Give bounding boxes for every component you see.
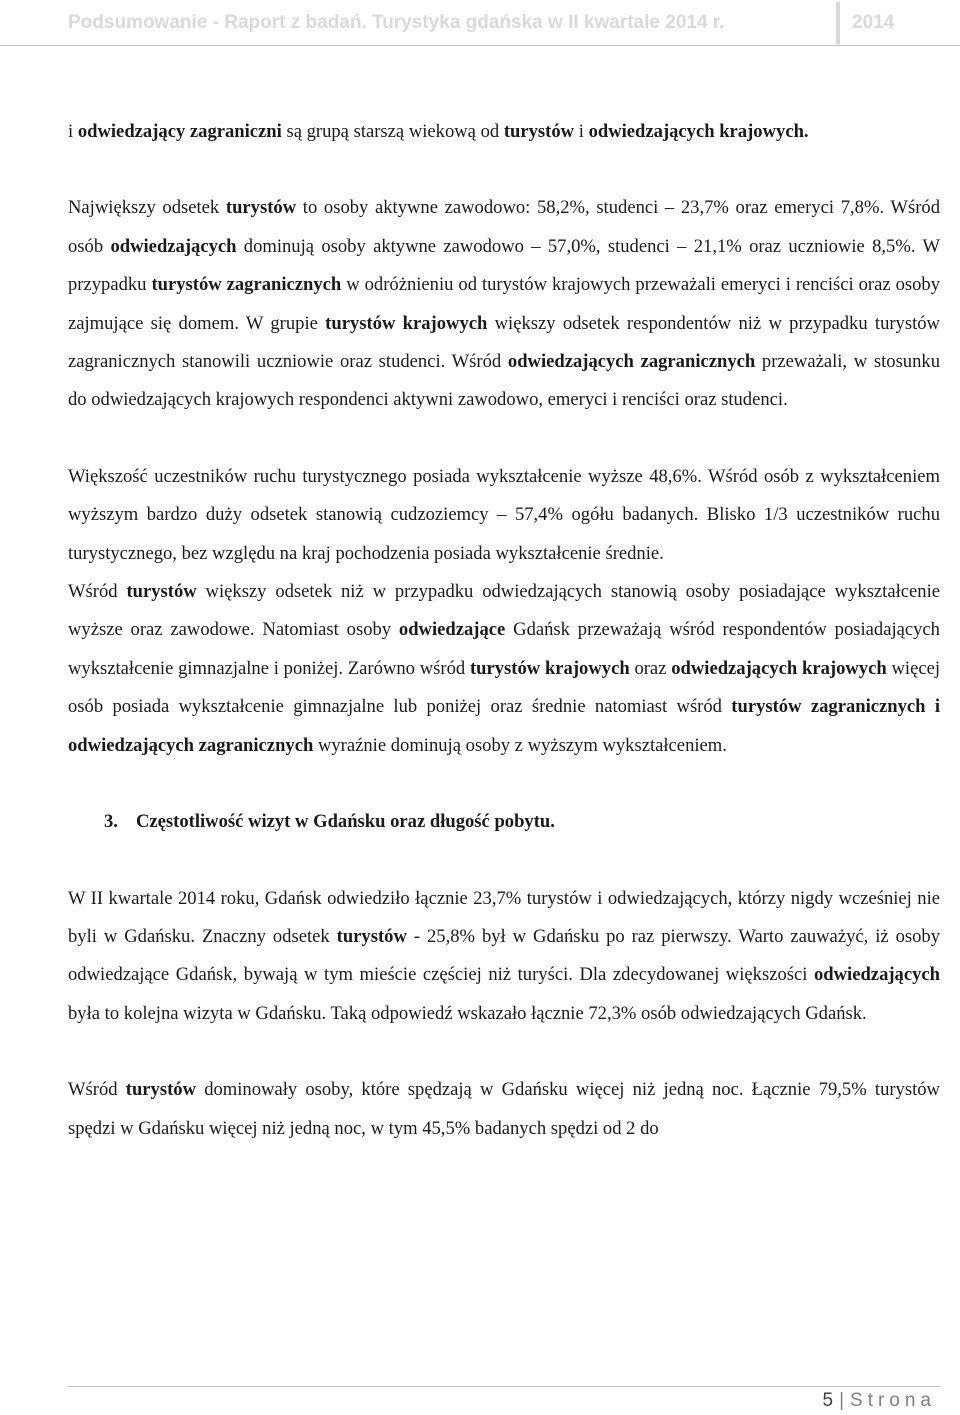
text-run: Wśród (68, 581, 127, 603)
text-run: Większość uczestników ruchu turystycznego posiada wykształcenie wyższe 48,6%. Wśród osób z wykształceniem wyższym bardzo duży odsetek stanowią cudzoziemcy – 57,4% ogółu badanych. Blisko 1/3 uczestników ruchu turystycznego, bez względu na kraj pochodzenia posiada wykształcenie średnie. (68, 465, 940, 564)
text-run: Wśród (68, 1079, 126, 1101)
text-run: większy odsetek respondentów niż w przypadku turystów zagranicznych stanowili uczniowie oraz studenci. Wśród (68, 312, 940, 373)
section-heading (68, 803, 940, 841)
text-run: większy odsetek niż w przypadku odwiedzających stanowią osoby posiadające wykształcenie wyższe oraz zawodowe. Natomiast osoby (68, 581, 940, 641)
document-body (68, 113, 940, 1148)
paragraph-6 (68, 1071, 940, 1148)
section-title: Częstotliwość wizyt w Gdańsku oraz długość pobytu. (136, 811, 555, 833)
section-number: 3. (104, 811, 118, 833)
text-run: przeważali, w stosunku do odwiedzających krajowych respondenci aktywni zawodowo, emeryci i renciści oraz studenci. (68, 351, 940, 411)
header-rule (0, 45, 960, 46)
text-run: - 25,8% był w Gdańsku po raz pierwszy. Warto zauważyć, iż osoby odwiedzające Gdańsk, bywają w tym mieście częściej niż turyści. Dla zdecydowanej większości (68, 925, 940, 986)
bold-text: odwiedzających (813, 964, 940, 986)
paragraph-2 (68, 189, 940, 419)
text-run: była to kolejna wizyta w Gdańsku. Taką odpowiedź wskazało łącznie 72,3% osób odwiedzających Gdańsk. (68, 1002, 867, 1024)
bold-text: turystów (126, 581, 197, 603)
bold-text: odwiedzający zagraniczni (77, 121, 282, 142)
paragraph-3 (68, 458, 940, 573)
text-run: W II kwartale 2014 roku, Gdańsk odwiedziło łącznie 23,7% turystów i odwiedzających, którzy nigdy wcześniej nie byli w Gdańsku. Znaczny odsetek (68, 887, 940, 947)
page-footer (823, 1390, 937, 1412)
header-title: Podsumowanie - Raport z badań. Turystyka gdańska w II kwartale 2014 r. (68, 12, 725, 33)
footer-rule (68, 1386, 940, 1387)
text-run: wyraźnie dominują osoby z wyższym wykształceniem. (313, 734, 727, 756)
bold-text: odwiedzających zagranicznych (507, 351, 756, 373)
bold-text: odwiedzających krajowych (671, 657, 887, 679)
text-run: są grupą starszą wiekową od (281, 121, 504, 142)
bold-text: odwiedzających (110, 235, 237, 257)
header-divider (836, 2, 840, 44)
text-run: Największy odsetek (68, 197, 226, 219)
bold-text: odwiedzających krajowych. (588, 121, 809, 142)
page-number: 5 (822, 1390, 834, 1411)
text-run: dominują osoby aktywne zawodowo – 57,0%, studenci – 21,1% oraz uczniowie 8,5%. W przypadku (68, 235, 941, 296)
bold-text: turystów zagranicznych i odwiedzających zagranicznych (68, 696, 940, 756)
bold-text: turystów (225, 197, 297, 219)
text-run: to osoby aktywne zawodowo: 58,2%, studenci – 23,7% oraz emeryci 7,8%. Wśród osób (68, 197, 941, 257)
text-run: i (68, 121, 78, 142)
page-header (0, 0, 960, 50)
text-run: dominowały osoby, które spędzają w Gdańsku więcej niż jedną noc. Łącznie 79,5% turystów spędzi w Gdańsku więcej niż jedną noc, w tym 45,5% badanych spędzi od 2 do (68, 1079, 940, 1139)
paragraph-4 (68, 573, 940, 765)
text-run: i (574, 121, 589, 142)
footer-separator: | (839, 1390, 845, 1411)
text-run: oraz (629, 657, 672, 679)
paragraph-1 (68, 113, 940, 151)
header-year: 2014 (852, 12, 895, 33)
bold-text: odwiedzające (398, 619, 506, 641)
text-run: Gdańsk przeważają wśród respondentów posiadających wykształcenie gimnazjalne i poniżej. Zarówno wśród (68, 619, 940, 679)
bold-text: turystów krajowych (325, 312, 488, 334)
page-word: Strona (850, 1390, 936, 1411)
text-run: więcej osób posiada wykształcenie gimnazjalne lub poniżej oraz średnie natomiast wśród (68, 657, 940, 718)
bold-text: turystów krajowych (469, 657, 630, 679)
bold-text: turystów (336, 925, 407, 947)
bold-text: turystów (503, 121, 575, 142)
text-run: w odróżnieniu od turystów krajowych przeważali emeryci i renciści oraz osoby zajmujące się domem. W grupie (68, 274, 940, 334)
paragraph-5 (68, 880, 940, 1034)
bold-text: turystów (125, 1079, 197, 1101)
bold-text: turystów zagranicznych (151, 274, 342, 296)
